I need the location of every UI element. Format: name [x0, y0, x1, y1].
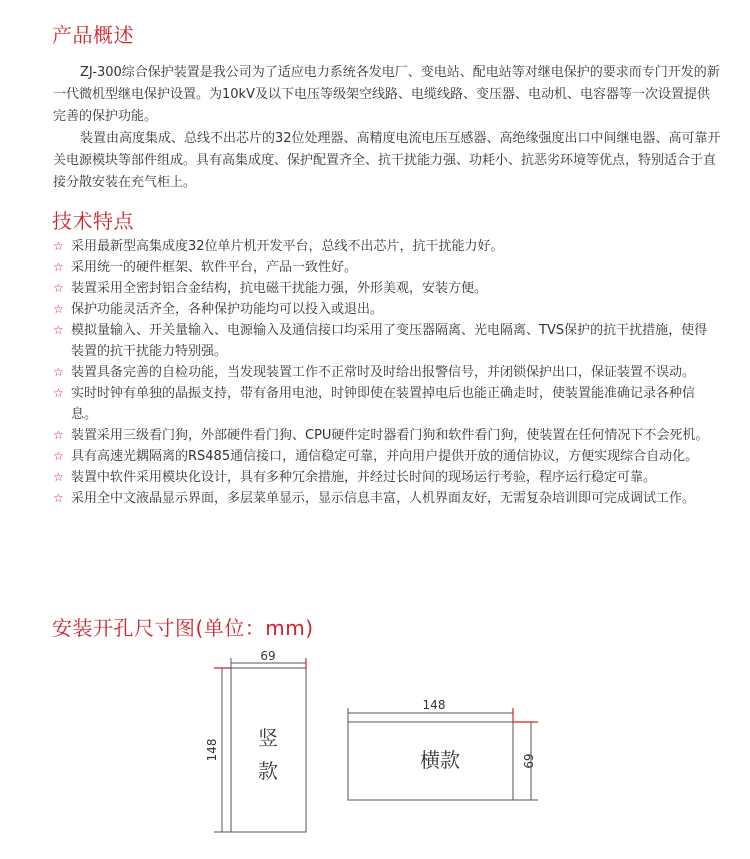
horizontal-width-label: 148: [422, 698, 446, 712]
feature-text: 采用全中文液晶显示界面，多层菜单显示，显示信息丰富，人机界面友好，无需复杂培训即可完成调试工作。: [71, 491, 696, 506]
feature-item: [53, 425, 713, 446]
star-icon: ☆: [53, 239, 64, 253]
star-icon: ☆: [53, 260, 64, 274]
vertical-width-label: 69: [260, 649, 276, 663]
feature-text: 装置采用全密封铝合金结构，抗电磁干扰能力强，外形美观，安装方便。: [71, 281, 488, 296]
mounting-title: 安装开孔尺寸图(单位：mm): [52, 616, 314, 640]
feature-item: [53, 488, 713, 509]
feature-item: [53, 257, 713, 278]
feature-text: 保护功能灵活齐全，各种保护功能均可以投入或退出。: [71, 302, 384, 317]
vertical-height-label: 148: [205, 738, 219, 762]
feature-text: 装置中软件采用模块化设计，具有多种冗余措施，并经过长时间的现场运行考验，程序运行稳定可靠。: [71, 470, 657, 485]
vertical-cutout-label-line1: 竖: [258, 726, 278, 750]
horizontal-cutout-label: 横款: [420, 748, 460, 772]
feature-item: [53, 467, 713, 488]
star-icon: ☆: [53, 470, 64, 484]
vertical-cutout: [205, 649, 306, 832]
feature-text: 采用统一的硬件框架、软件平台，产品一致性好。: [71, 260, 358, 275]
horizontal-cutout: [348, 698, 538, 800]
horizontal-cutout-rect: [348, 722, 513, 800]
star-icon: ☆: [53, 491, 64, 505]
feature-text: 装置采用三级看门狗，外部硬件看门狗、CPU硬件定时器看门狗和软件看门狗，使装置在任何情况下不会死机。: [71, 428, 709, 443]
star-icon: ☆: [53, 281, 64, 295]
star-icon: ☆: [53, 302, 64, 316]
overview-title: 产品概述: [52, 23, 134, 47]
feature-item: [53, 236, 713, 257]
vertical-cutout-label-line2: 款: [258, 759, 278, 783]
feature-text: 装置具备完善的自检功能，当发现装置工作不正常时及时给出报警信号，并闭锁保护出口，保证装置不误动。: [71, 365, 696, 380]
vertical-cutout-rect: [231, 668, 306, 832]
overview-paragraph-2: 装置由高度集成、总线不出芯片的32位处理器、高精度电流电压互感器、高绝缘强度出口中间继电器、高可靠开关电源模块等部件组成。具有高集成度、保护配置齐全、抗干扰能力强、功耗小、抗恶劣环境等优点，特别适合于直接分散安装在充气柜上。: [53, 131, 721, 190]
features-list: [53, 236, 713, 509]
horizontal-height-label: 69: [521, 753, 535, 769]
overview-paragraph-1: ZJ-300综合保护装置是我公司为了适应电力系统各发电厂、变电站、配电站等对继电保护的要求而专门开发的新一代微机型继电保护设置。为10kV及以下电压等级架空线路、电缆线路、变压器、电动机、电容器等一次设置提供完善的保护功能。: [53, 65, 720, 124]
star-icon: ☆: [53, 323, 64, 337]
star-icon: ☆: [53, 449, 64, 463]
feature-item: [53, 383, 713, 425]
star-icon: ☆: [53, 428, 64, 442]
star-icon: ☆: [53, 365, 64, 379]
feature-item: [53, 362, 713, 383]
feature-text: 采用最新型高集成度32位单片机开发平台，总线不出芯片，抗干扰能力好。: [71, 239, 504, 254]
features-title: 技术特点: [52, 209, 134, 233]
feature-text: 实时时钟有单独的晶振支持，带有备用电池，时钟即使在装置掉电后也能正确走时，使装置能准确记录各种信息。: [71, 386, 696, 422]
feature-text: 模拟量输入、开关量输入、电源输入及通信接口均采用了变压器隔离、光电隔离、TVS保护的抗干扰措施，使得装置的抗干扰能力特别强。: [71, 323, 708, 359]
feature-text: 具有高速光耦隔离的RS485通信接口，通信稳定可靠，并向用户提供开放的通信协议，方便实现综合自动化。: [71, 449, 699, 464]
feature-item: [53, 320, 713, 362]
feature-item: [53, 299, 713, 320]
feature-item: [53, 446, 713, 467]
star-icon: ☆: [53, 386, 64, 400]
feature-item: [53, 278, 713, 299]
